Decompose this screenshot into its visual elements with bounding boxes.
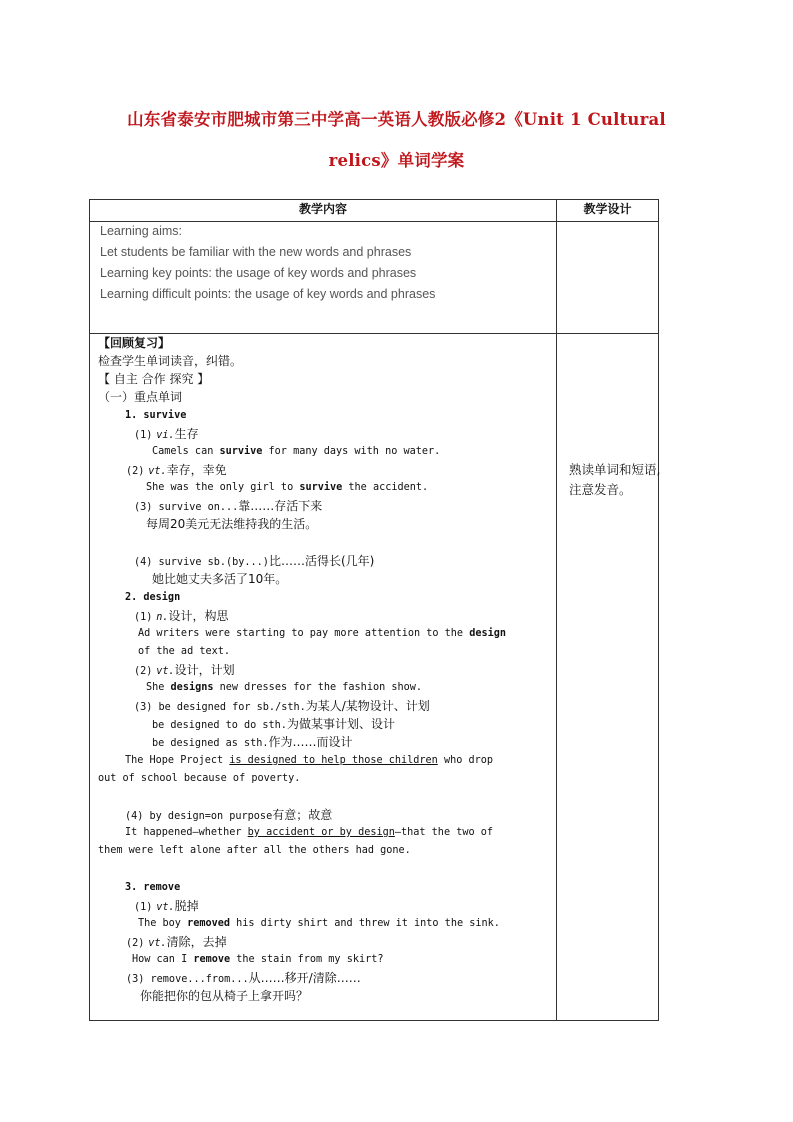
difficult-points-line: Learning difficult points: the usage of key words and phrases: [100, 287, 436, 301]
content-row: [90, 334, 659, 1021]
remove-sense-2: (2) vt.清除，去掉: [126, 935, 227, 949]
header-teaching-design: 教学设计: [557, 200, 659, 222]
table-header-row: [90, 200, 659, 222]
design-example-3b: out of school because of poverty.: [98, 773, 301, 784]
remove-sense-1: (1) vt.脱掉: [134, 899, 199, 913]
design-sense-1: (1) n.设计，构思: [134, 609, 229, 623]
survive-sense-3: (3) survive on...靠……存活下来: [134, 499, 323, 513]
remove-translation-3: 你能把你的包从椅子上拿开吗？: [140, 989, 309, 1003]
design-sense-3b: be designed to do sth.为做某事计划、设计: [152, 717, 395, 731]
design-example-3a: The Hope Project is designed to help those children who drop: [125, 755, 494, 766]
review-text: 检查学生单词读音，纠错。: [98, 354, 243, 368]
design-example-4b: them were left alone after all the others had gone.: [98, 845, 411, 856]
survive-translation-3: 每周20美元无法维持我的生活。: [146, 517, 318, 531]
design-example-1b: of the ad text.: [138, 646, 231, 657]
survive-sense-4: (4) survive sb.(by...)比……活得长(几年): [134, 554, 375, 568]
document-title-line-1: 山东省泰安市肥城市第三中学高一英语人教版必修2《Unit 1 Cultural: [127, 110, 666, 129]
word-survive-title: 1. survive: [125, 410, 187, 421]
remove-example-2: How can I remove the stain from my skirt?: [132, 954, 384, 965]
review-title: 【回顾复习】: [98, 336, 171, 350]
survive-example-1: Camels can survive for many days with no water.: [152, 446, 441, 457]
aims-line: Let students be familiar with the new words and phrases: [100, 245, 412, 259]
explore-title: 【 自主 合作 探究 】: [98, 372, 210, 386]
lesson-table: [89, 199, 659, 1021]
design-sense-2: (2) vt.设计，计划: [134, 663, 235, 677]
word-remove-title: 3. remove: [125, 882, 181, 893]
design-example-2: She designs new dresses for the fashion show.: [146, 682, 423, 693]
design-example-1a: Ad writers were starting to pay more attention to the design: [138, 628, 507, 639]
remove-example-1: The boy removed his dirty shirt and threw it into the sink.: [138, 918, 500, 929]
design-note: 熟读单词和短语,注意发音。: [569, 462, 661, 497]
survive-sense-2: (2) vt.幸存，幸免: [126, 463, 227, 477]
remove-sense-3: (3) remove...from...从……移开/清除……: [126, 971, 361, 985]
content-cell: [90, 334, 557, 1021]
word-design-title: 2. design: [125, 592, 181, 603]
survive-sense-1: (1) vi.生存: [134, 427, 199, 441]
survive-translation-4: 她比她丈夫多活了10年。: [152, 572, 288, 586]
aims-heading: Learning aims:: [100, 224, 182, 238]
header-teaching-content: 教学内容: [90, 200, 557, 222]
design-sense-3c: be designed as sth.作为……而设计: [152, 735, 353, 749]
design-sense-3a: (3) be designed for sb./sth.为某人/某物设计、计划: [134, 699, 430, 713]
survive-example-2: She was the only girl to survive the accident.: [146, 482, 429, 493]
key-points-line: Learning key points: the usage of key words and phrases: [100, 266, 417, 280]
design-note-cell: [557, 334, 659, 1021]
design-sense-4: (4) by design=on purpose有意；故意: [125, 808, 333, 822]
aims-design-cell: [557, 222, 659, 334]
design-example-4a: It happened—whether by accident or by design—that the two of: [125, 827, 494, 838]
aims-cell: [90, 222, 557, 334]
aims-row: [90, 222, 659, 334]
section-key-words: （一）重点单词: [98, 390, 183, 404]
document-title-line-2: relics》单词学案: [328, 151, 465, 170]
